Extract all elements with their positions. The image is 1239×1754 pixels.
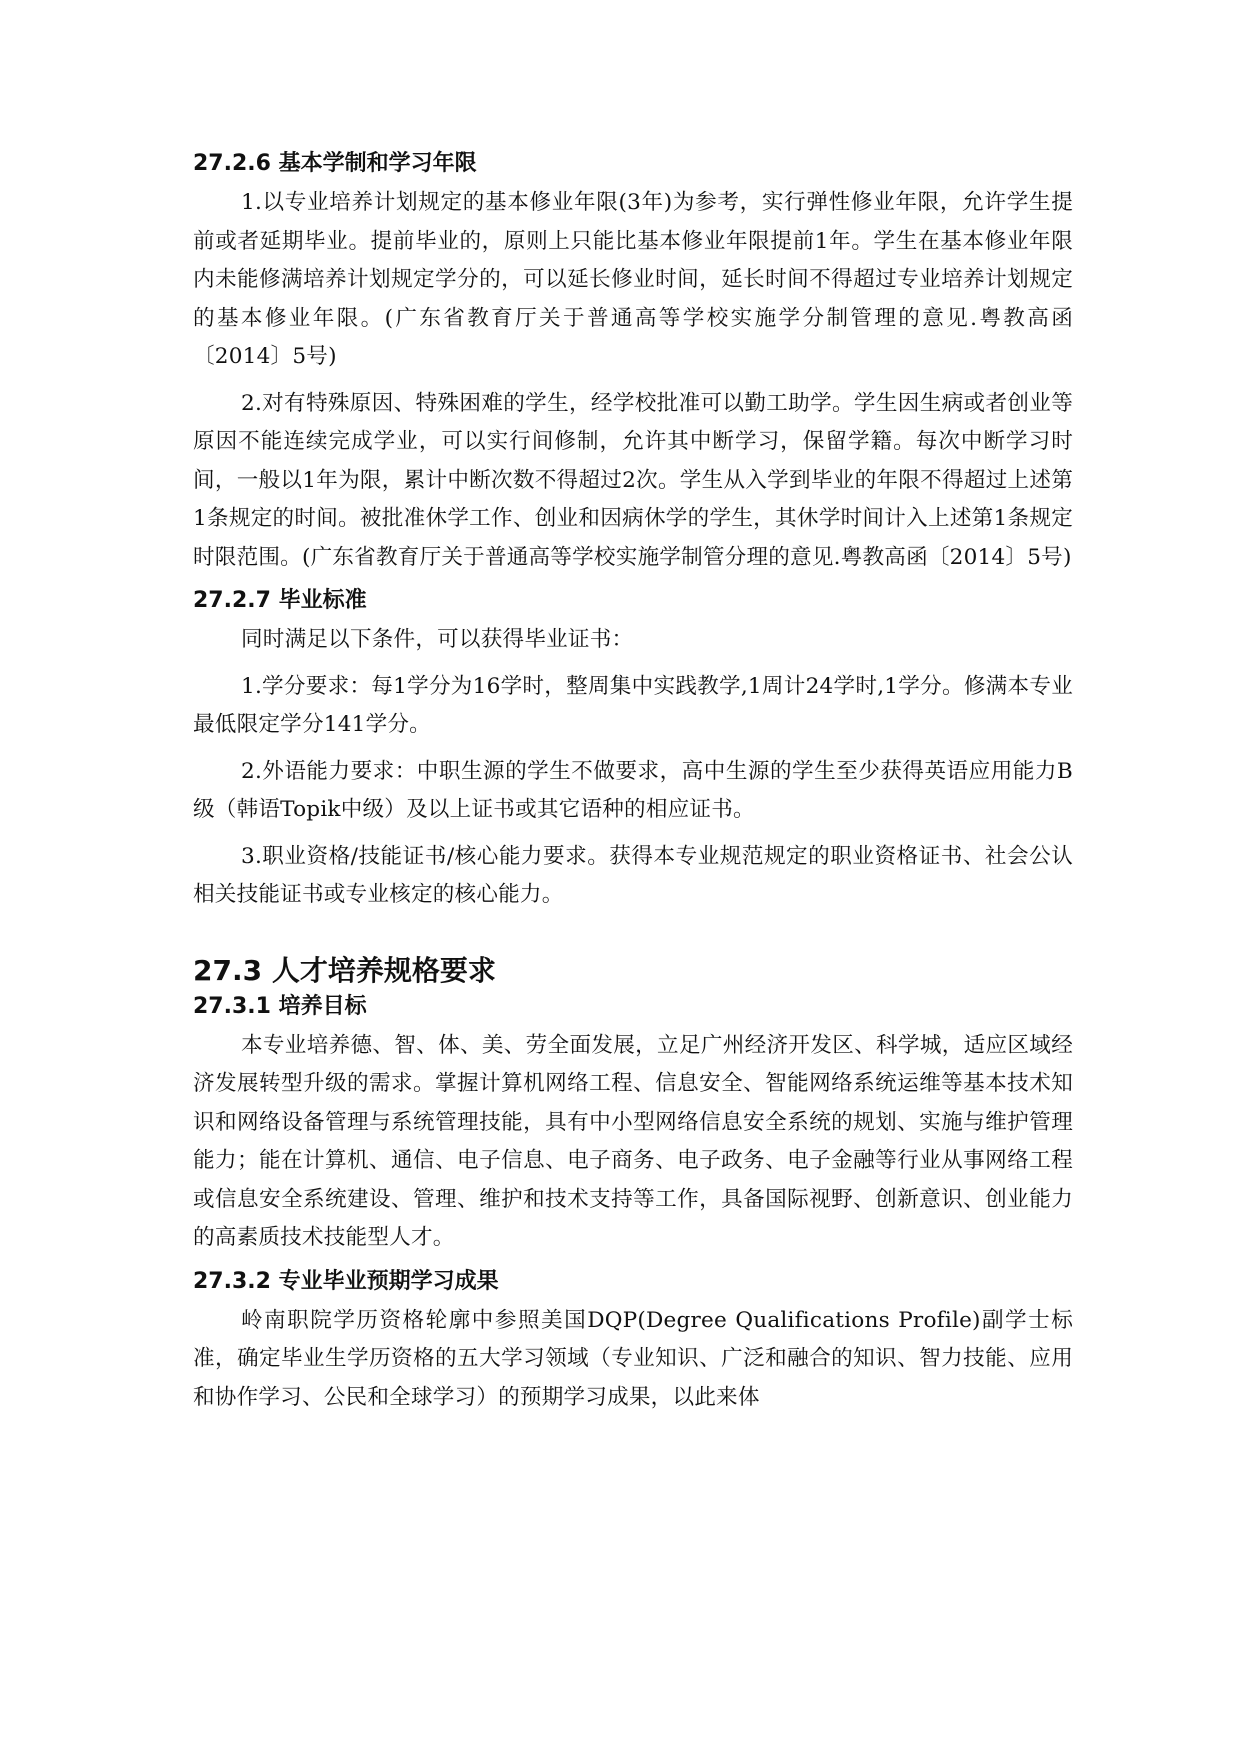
- section-heading-27-3: 27.3 人才培养规格要求: [193, 953, 496, 987]
- section-heading-27-2-6: 27.2.6 基本学制和学习年限: [193, 151, 477, 176]
- section-heading-27-3-1: 27.3.1 培养目标: [193, 993, 367, 1019]
- paragraph-language-requirement: 2.外语能力要求：中职生源的学生不做要求，高中生源的学生至少获得英语应用能力B级（韩语Topik中级）及以上证书或其它语种的相应证书。: [193, 758, 1073, 822]
- section-heading-27-3-2: 27.3.2 专业毕业预期学习成果: [193, 1268, 499, 1294]
- paragraph-learning-outcomes: 岭南职院学历资格轮廓中参照美国DQP(Degree Qualifications Profile)副学士标准，确定毕业生学历资格的五大学习领域（专业知识、广泛和融合的知识、智力技能、应用和协作学习、公民和全球学习）的预期学习成果，以此来体: [193, 1307, 1073, 1410]
- section-heading-27-2-7: 27.2.7 毕业标准: [193, 588, 367, 613]
- paragraph-certificate-requirement: 3.职业资格/技能证书/核心能力要求。获得本专业规范规定的职业资格证书、社会公认相关技能证书或专业核定的核心能力。: [193, 843, 1073, 907]
- paragraph-graduation-intro: 同时满足以下条件，可以获得毕业证书：: [241, 627, 634, 652]
- paragraph-duration-2: 2.对有特殊原因、特殊困难的学生，经学校批准可以勤工助学。学生因生病或者创业等原因不能连续完成学业，可以实行间修制，允许其中断学习，保留学籍。每次中断学习时间，一般以1年为限，累计中断次数不得超过2次。学生从入学到毕业的年限不得超过上述第1条规定的时间。被批准休学工作、创业和因病休学的学生，其休学时间计入上述第1条规定时限范围。(广东省教育厅关于普通高等学校实施学制管分理的意见.粤教高函〔2014〕5号): [193, 390, 1073, 570]
- paragraph-training-goal: 本专业培养德、智、体、美、劳全面发展，立足广州经济开发区、科学城，适应区域经济发展转型升级的需求。掌握计算机网络工程、信息安全、智能网络系统运维等基本技术知识和网络设备管理与系统管理技能，具有中小型网络信息安全系统的规划、实施与维护管理能力；能在计算机、通信、电子信息、电子商务、电子政务、电子金融等行业从事网络工程或信息安全系统建设、管理、维护和技术支持等工作，具备国际视野、创新意识、创业能力的高素质技术技能型人才。: [193, 1032, 1073, 1250]
- paragraph-credit-requirement: 1.学分要求：每1学分为16学时，整周集中实践教学,1周计24学时,1学分。修满本专业最低限定学分141学分。: [193, 673, 1073, 737]
- paragraph-duration-1: 1.以专业培养计划规定的基本修业年限(3年)为参考，实行弹性修业年限，允许学生提前或者延期毕业。提前毕业的，原则上只能比基本修业年限提前1年。学生在基本修业年限内未能修满培养计划规定学分的，可以延长修业时间，延长时间不得超过专业培养计划规定的基本修业年限。(广东省教育厅关于普通高等学校实施学分制管理的意见.粤教高函〔2014〕5号): [193, 190, 1073, 369]
- document-body: [193, 148, 1073, 1417]
